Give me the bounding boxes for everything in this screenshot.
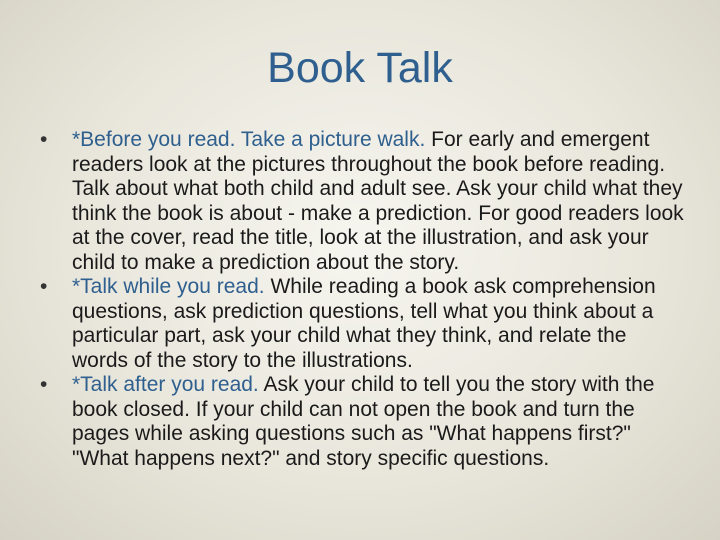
bullet-lead-text: *Talk while you read. xyxy=(72,275,265,298)
bullet-item-before-reading xyxy=(40,128,688,275)
bullet-marker: • xyxy=(40,128,48,151)
bullet-item-while-reading xyxy=(40,275,688,373)
bullet-marker: • xyxy=(40,373,48,396)
bullet-lead-text: *Before you read. Take a picture walk. xyxy=(72,128,426,151)
bullet-list xyxy=(40,128,688,471)
bullet-marker: • xyxy=(40,275,48,298)
bullet-body-text: Ask your child to tell you the story with the book closed. If your child can not open the book and turn the pages while asking questions such as "What happens first?" "What happens next?" and story specific questions. xyxy=(72,373,655,470)
bullet-item-after-reading xyxy=(40,373,688,471)
bullet-body-text: While reading a book ask comprehension questions, ask prediction questions, tell what you think about a particular part, ask your child what they think, and relate the words of the story to the illustrations. xyxy=(72,275,656,372)
slide-title: Book Talk xyxy=(267,44,453,92)
bullet-lead-text: *Talk after you read. xyxy=(72,373,259,396)
bullet-body-text: For early and emergent readers look at the pictures throughout the book before reading. Talk about what both child and adult see. Ask your child what they think the book is about - make a prediction. For good readers look at the cover, read the title, look at the illustration, and ask your child to make a prediction about the story. xyxy=(72,128,684,274)
